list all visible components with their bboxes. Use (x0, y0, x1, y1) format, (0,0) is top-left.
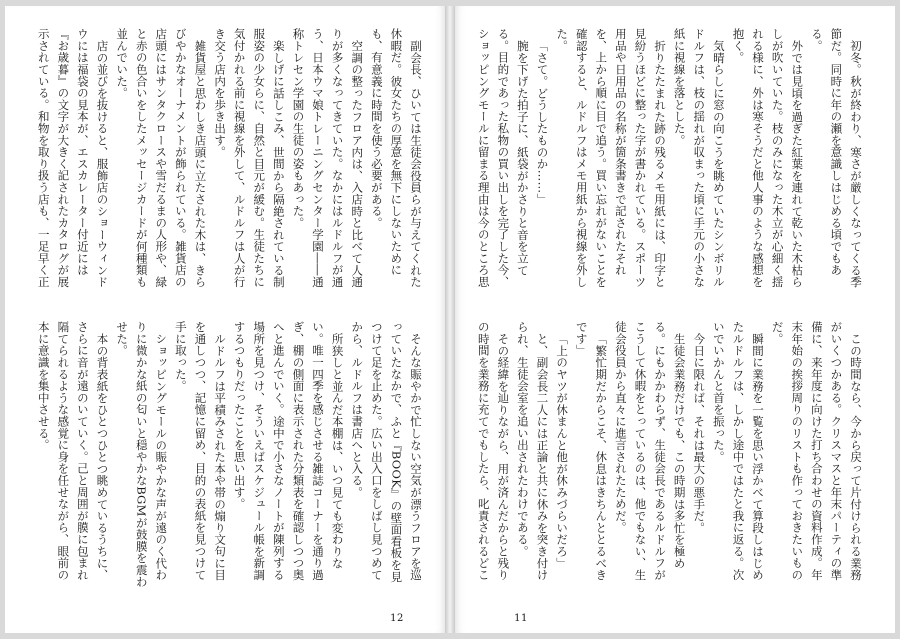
body-paragraph: そんな賑やかで忙しない空気が漂うフロアを巡っていたなかで、ふと『BOOK』の壁面看板を見つけて足を止めた。広い出入口をしばし見つめてから、ルドルフは書店へと入る。 (350, 321, 423, 583)
right-page (455, 6, 895, 633)
body-paragraph: 気晴らしに窓の向こうを眺めていたシンボリルドルフは、枝の揺れが収まった頃に手元の小さな紙に視線を落とした。 (672, 28, 726, 288)
body-paragraph: 腕を下げた拍子に、紙袋がかさりと音を立てる。目的であった私物の買い出しを完了した今、ショッピングモールに留まる理由は今のところ思 (476, 28, 530, 288)
body-paragraph: 「さて。どうしたものか……」 (535, 39, 550, 205)
body-paragraph: 生徒会業務だけでも、この時期は多忙を極める。にもかかわらず、生徒会長であるルドルフがこうして休暇をとっているのは、他でもない、生徒会役員から直々に進言されたためだ。 (613, 321, 687, 581)
left-page (5, 6, 445, 633)
body-paragraph: 今日に限れば、それは最大の悪手だ。 (692, 332, 707, 534)
body-paragraph: 「繁忙期だからこそ、休息はきちんととるべきです」 (574, 321, 609, 581)
body-paragraph: 雑貨屋と思わしき店頭に立たされた木は、きらびやかなオーナメントが飾られている。雑貨店の店頭にはサンタクロースや雪だるまの人形や、緑と赤の色合いをしたメッセージカードが何種類も並んでいた。 (115, 28, 208, 288)
body-paragraph: 副会長、ひいては生徒会役員らが与えてくれた休暇だ。彼女たちの厚意を無下にしないためにも、有意義に時間を使う必要がある。 (369, 28, 423, 288)
body-paragraph: ショッピングモールの賑やかな声が遠のく代わりに微かな紙の匂いと穏やかなBGMが鼓膜を震わせた。 (115, 321, 169, 588)
book-gutter (445, 6, 455, 633)
body-paragraph: 折りたたまれた跡の残るメモ用紙には、印字と見紛うほどに整った字が書かれている。スポーツ用品や日用品の名称が箇条書きで記されたそれを、上から順に目で追う。買い忘れがないことを確認すると、ルドルフはメモ用紙から視線を外した。 (555, 28, 668, 288)
body-paragraph: 外では見頃を過ぎた紅葉を連れて乾いた木枯らしが吹いていた。枝のみになった木立が心細く揺れる様に、外は寒そうだと他人事のような感想を抱く。 (731, 28, 805, 288)
body-paragraph: 「上のヤツが休まんと他が休みづらいだろ」 (555, 332, 570, 569)
page-number: 11 (514, 613, 528, 624)
right-page-top-text (475, 28, 865, 298)
body-paragraph: ルドルフは平積みされた本や帯の煽り文句に目を通しつつ、記憶に留め、目的の表紙を見つけて手に取った。 (173, 321, 228, 581)
body-paragraph: 空調の整ったフロア内は、入店時と比べて人通りが多くなってきていた。なかにはルドルフが通う、日本ウマ娘トレーニングセンター学園――通称トレセン学園の生徒の姿もあった。 (291, 28, 365, 288)
body-paragraph: 所狭しと並んだ本棚は、いつ見ても変わりない。唯一四季を感じさせる雑誌コーナーを通り過ぎ、棚の側面に表示された分類表を確認しつつ奥へと進んでいく。途中で小さなノートが陳列する場所を見つけ、そういえばスケジュール帳を新調するつもりだったことを思い出す。 (232, 321, 345, 581)
body-paragraph: 楽しげに話しこみ、世間から隔絶されている制服姿の少女らに、自然と目元が緩む。生徒たちに気付かれる前に視線を外して、ルドルフは人が行き交う店内を歩き出す。 (213, 28, 286, 288)
body-paragraph: 初冬。秋が終わり、寒さが厳しくなってくる季節だ。同時に年の瀬を意識しはじめる頃でもある。 (809, 28, 863, 288)
body-paragraph: と、副会長二人には正論と共に休みを突き付けられ、生徒会室を追い出されたわけである。 (515, 321, 550, 581)
right-page-bottom-text (475, 321, 865, 591)
page-number: 12 (390, 613, 404, 624)
left-page-bottom-text (35, 321, 425, 591)
body-paragraph: 瞬間に業務を一覧を思い浮かべて算段しはじめたルドルフは、しかし途中ではたと我に返る。次いでいかんと首を振った。 (711, 321, 766, 581)
left-page-top-text (35, 28, 425, 298)
body-paragraph: この時間なら、今から戻って片付けられる業務がいくつかある。クリスマスと年末パーティの準備に、来年度に向けた打ち合わせの資料作成。年末年始の挨拶周りのリストも作っておきたいものだ。 (770, 321, 863, 581)
body-paragraph: 本の背表紙をひとつひとつ眺めているうちに、さらに音が遠のいていく。己と周囲が膜に包まれ隔てられるような感覚に身を任せながら、眼前の本に意識を集中させる。 (36, 321, 110, 581)
body-paragraph: その経緯を辿りながら、用が済んだからと残りの時間を業務に充てでもしたら、叱責されるどこ (476, 321, 511, 581)
body-paragraph: 店の並びを抜けると、服飾店のショーウィンドウには福袋の見本が、エスカレーター付近には『お歳暮』の文字が大きく記されたカタログが展示されている。和物を取り扱う店も、一足早く正 (36, 28, 110, 288)
